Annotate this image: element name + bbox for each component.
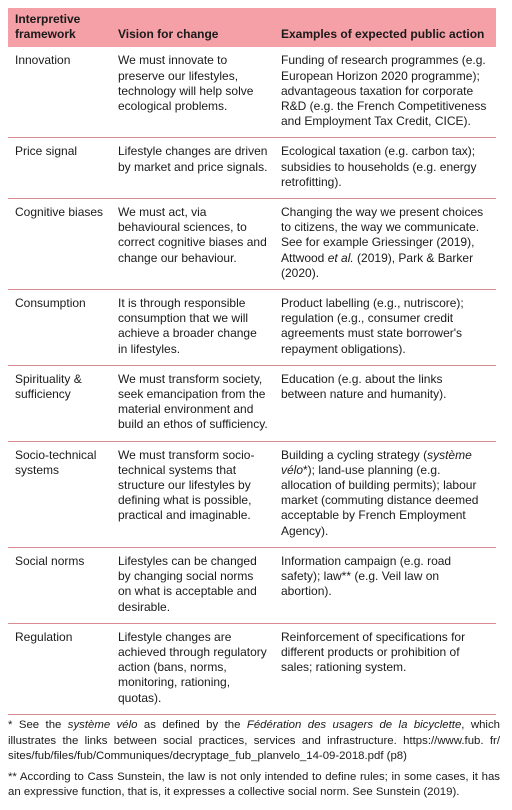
footnote-italic: Fédération des usagers de la bicyclette	[246, 719, 462, 731]
row-framework: Regulation	[8, 623, 111, 714]
row-vision: We must act, via behavioural sciences, to correct cognitive biases and change our behaviour.	[111, 199, 274, 290]
row-vision: Lifestyle changes are driven by market and price signals.	[111, 138, 274, 199]
footnote-text: * See the	[8, 719, 68, 731]
header-row	[8, 8, 496, 47]
examples-text: Building a cycling strategy (	[281, 447, 428, 462]
table-row	[8, 623, 496, 714]
examples-italic: système vélo	[281, 447, 472, 477]
row-framework: Social norms	[8, 547, 111, 623]
footnote-italic: système vélo	[67, 719, 138, 731]
table-row	[8, 441, 496, 547]
examples-text: Changing the way we present choices to citizens, the way we communicate. See for example Griessinger (2019), Attwood	[281, 205, 484, 265]
row-vision: We must innovate to preserve our lifestyles, technology will help solve ecological problems.	[111, 47, 274, 138]
row-framework: Socio-technical systems	[8, 441, 111, 547]
table-row	[8, 199, 496, 290]
footnote-1	[8, 718, 500, 765]
row-framework: Price signal	[8, 138, 111, 199]
row-vision: We must transform society, seek emancipation from the material environment and build an ethos of sufficiency.	[111, 365, 274, 441]
row-vision: We must transform socio-technical systems that structure our lifestyles by defining what is possible, practical and imaginable.	[111, 441, 274, 547]
footnote-text: as defined by the	[137, 719, 247, 731]
table-row	[8, 138, 496, 199]
examples-text: (2019), Park & Barker (2020).	[281, 250, 474, 280]
header-vision: Vision for change	[111, 8, 274, 47]
frameworks-table	[8, 8, 496, 715]
row-examples: Ecological taxation (e.g. carbon tax); subsidies to households (e.g. energy retrofitting).	[274, 138, 496, 199]
footnote-2: ** According to Cass Sunstein, the law is not only intended to define rules; in some cases, it has an expressive function, that is, it expresses a collective social norm. See Sunstein (2019).	[8, 770, 500, 798]
row-vision: Lifestyle changes are achieved through regulatory action (bans, norms, monitoring, rationing, quotas).	[111, 623, 274, 714]
table-row	[8, 547, 496, 623]
row-examples: Product labelling (e.g., nutriscore); regulation (e.g., consumer credit agreements must state borrower's repayment obligations).	[274, 290, 496, 366]
table-header	[8, 8, 496, 47]
footnotes	[8, 718, 500, 806]
table-row	[8, 290, 496, 366]
row-framework: Cognitive biases	[8, 199, 111, 290]
row-examples	[274, 199, 496, 290]
row-examples: Education (e.g. about the links between nature and humanity).	[274, 365, 496, 441]
table-body	[8, 47, 496, 714]
row-framework: Consumption	[8, 290, 111, 366]
table-row	[8, 47, 496, 138]
row-examples: Reinforcement of specifications for different products or prohibition of sales; rationing system.	[274, 623, 496, 714]
row-examples: Funding of research programmes (e.g. European Horizon 2020 programme); advantageous taxation for corporate R&D (e.g. the French Competitiveness and Employment Tax Credit, CICE).	[274, 47, 496, 138]
row-examples: Information campaign (e.g. road safety); law** (e.g. Veil law on abortion).	[274, 547, 496, 623]
row-examples	[274, 441, 496, 547]
header-examples: Examples of expected public action	[274, 8, 496, 47]
examples-italic: et al.	[327, 250, 354, 265]
footnote-text: , which illustrates the links between social practices, services and infrastructure. https://www.fub. fr/ sites/fub/files/fub/Communiques/decryptage_fub_planvelo_14-09-2018.pdf (p8)	[8, 719, 500, 762]
row-framework: Spirituality & sufficiency	[8, 365, 111, 441]
examples-text: *); land-use planning (e.g. allocation of building permits); labour market (commuting distance deemed acceptable by French Employment Agency).	[281, 462, 479, 538]
row-framework: Innovation	[8, 47, 111, 138]
table-row	[8, 365, 496, 441]
row-vision: Lifestyles can be changed by changing social norms on what is acceptable and desirable.	[111, 547, 274, 623]
row-vision: It is through responsible consumption that we will achieve a broader change in lifestyles.	[111, 290, 274, 366]
header-framework: Interpretive framework	[8, 8, 111, 47]
